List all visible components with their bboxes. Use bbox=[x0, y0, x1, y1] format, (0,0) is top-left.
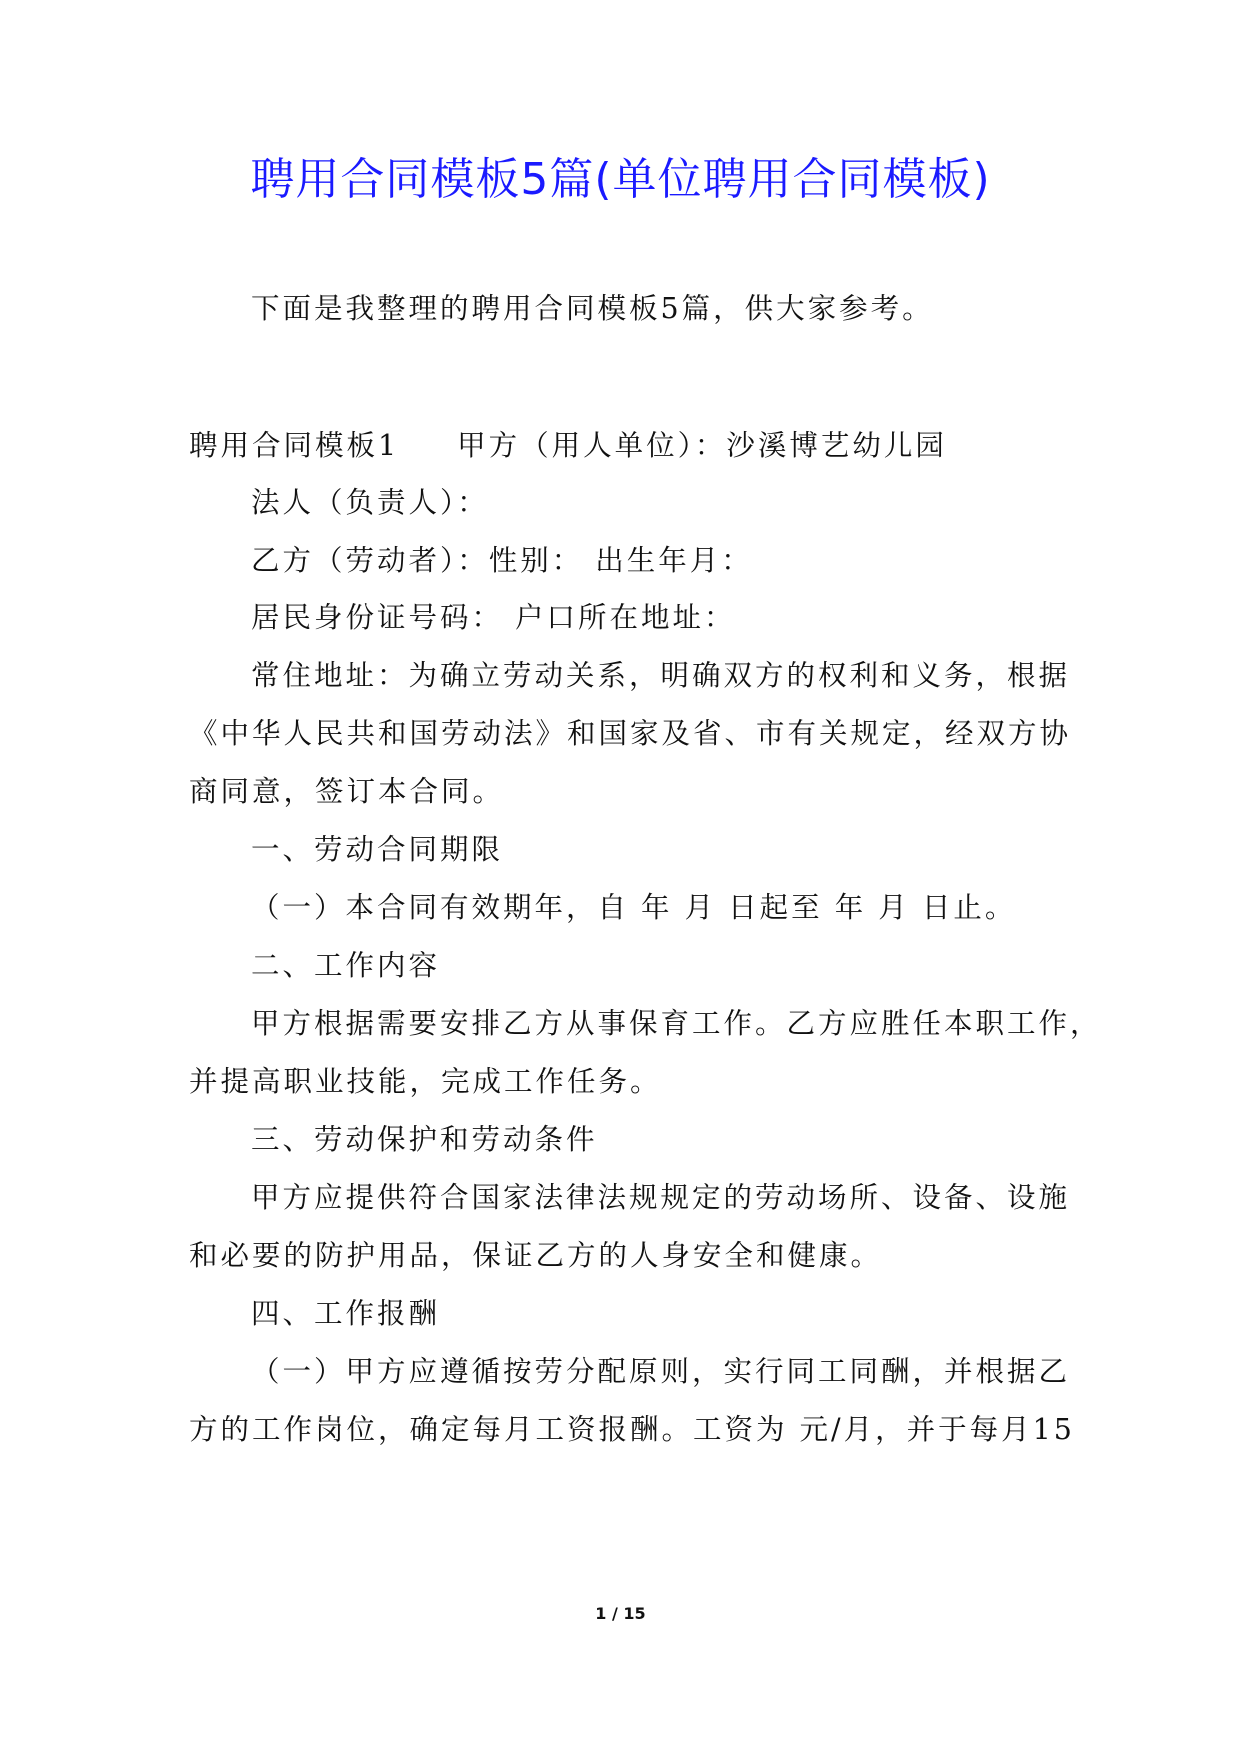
section-heading-3: 三、劳动保护和劳动条件 bbox=[251, 1123, 598, 1156]
page-number: 1 / 15 bbox=[595, 1604, 646, 1623]
law-line: 《中华人民共和国劳动法》和国家及省、市有关规定，经双方协 bbox=[189, 717, 1072, 750]
legal-person-line: 法人（负责人）： bbox=[251, 486, 489, 519]
section-heading-4: 四、工作报酬 bbox=[251, 1297, 441, 1330]
section-3-text-line-2: 和必要的防护用品，保证乙方的人身安全和健康。 bbox=[189, 1239, 883, 1272]
section-heading-1: 一、劳动合同期限 bbox=[251, 833, 504, 866]
intro-paragraph: 下面是我整理的聘用合同模板5篇，供大家参考。 bbox=[251, 292, 934, 325]
section-2-text-line-1: 甲方根据需要安排乙方从事保育工作。乙方应胜任本职工作， bbox=[251, 1007, 1102, 1040]
template-label: 聘用合同模板1 bbox=[189, 429, 400, 462]
document-title: 聘用合同模板5篇(单位聘用合同模板) bbox=[250, 154, 991, 205]
section-4-clause-1-line-1: （一）甲方应遵循按劳分配原则，实行同工同酬，并根据乙 bbox=[251, 1355, 1071, 1388]
section-3-text-line-1: 甲方应提供符合国家法律法规规定的劳动场所、设备、设施 bbox=[251, 1181, 1071, 1214]
id-number-line: 居民身份证号码： 户口所在地址： bbox=[251, 601, 736, 634]
section-1-clause-1: （一）本合同有效期年，自 年 月 日起至 年 月 日止。 bbox=[251, 891, 1017, 924]
template-heading-line bbox=[189, 413, 947, 478]
section-heading-2: 二、工作内容 bbox=[251, 949, 441, 982]
section-4-clause-1-line-2: 方的工作岗位，确定每月工资报酬。工资为 元/月，并于每月15 bbox=[189, 1413, 1075, 1446]
party-a-line: 甲方（用人单位）：沙溪博艺幼儿园 bbox=[457, 429, 947, 462]
address-line: 常住地址：为确立劳动关系，明确双方的权利和义务，根据 bbox=[251, 659, 1071, 692]
party-b-line: 乙方（劳动者）：性别： 出生年月： bbox=[251, 544, 753, 577]
section-2-text-line-2: 并提高职业技能，完成工作任务。 bbox=[189, 1065, 662, 1098]
agreement-line: 商同意，签订本合同。 bbox=[189, 775, 505, 808]
